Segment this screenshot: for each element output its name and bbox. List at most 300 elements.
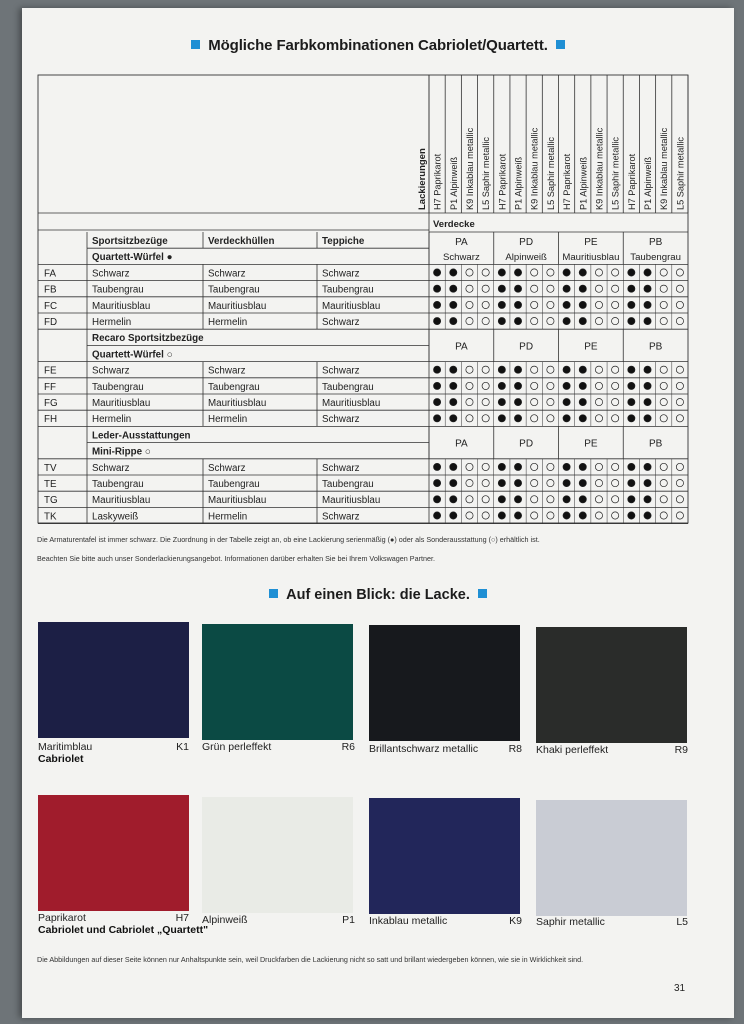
standard-dot: [498, 366, 505, 373]
paint-code: L5: [676, 916, 688, 928]
roof-cell: Mauritiusblau: [208, 495, 267, 507]
optional-circle: [547, 480, 554, 487]
standard-dot: [498, 512, 505, 519]
paints-section-title-text: Auf einen Blick: die Lacke.: [286, 587, 470, 603]
standard-dot: [628, 399, 635, 406]
verdeck-code: PD: [519, 237, 534, 248]
standard-dot: [644, 285, 651, 292]
verdeck-name: Mauritiusblau: [562, 252, 620, 264]
standard-dot: [579, 399, 586, 406]
paint-swatch: [202, 624, 353, 740]
standard-dot: [433, 480, 440, 487]
blue-square-icon: [269, 589, 278, 598]
standard-dot: [498, 318, 505, 325]
optional-circle: [595, 512, 602, 519]
verdeck-code: PA: [455, 341, 468, 353]
optional-circle: [660, 480, 667, 487]
paint-group-label: Cabriolet und Cabriolet „Quartett": [38, 924, 209, 936]
standard-dot: [514, 399, 521, 406]
verdeck-code: PB: [648, 341, 663, 353]
standard-dot: [628, 480, 635, 487]
seat-cell: Taubengrau: [92, 479, 144, 490]
standard-dot: [579, 512, 586, 519]
roof-cell: Schwarz: [208, 268, 246, 280]
seat-cell: Mauritiusblau: [92, 398, 151, 409]
standard-dot: [498, 496, 505, 503]
paint-swatch: [536, 627, 687, 743]
row-code: TK: [44, 511, 57, 523]
standard-dot: [514, 366, 521, 373]
optional-circle: [531, 269, 538, 276]
optional-circle: [612, 318, 619, 325]
brochure-page: [22, 8, 734, 1018]
optional-circle: [466, 382, 473, 389]
paint-name: Brillantschwarz metallic: [369, 743, 479, 755]
standard-dot: [563, 463, 570, 470]
standard-dot: [644, 269, 651, 276]
verdeck-code: PE: [584, 438, 598, 450]
standard-dot: [644, 399, 651, 406]
optional-circle: [612, 366, 619, 373]
optional-circle: [466, 496, 473, 503]
optional-circle: [482, 366, 489, 373]
section-subtitle: Mini-Rippe ○: [92, 446, 151, 458]
standard-dot: [628, 318, 635, 325]
roof-cell: Taubengrau: [208, 479, 260, 490]
optional-circle: [531, 285, 538, 292]
standard-dot: [450, 382, 457, 389]
standard-dot: [563, 366, 570, 373]
standard-dot: [644, 496, 651, 503]
table-note-2: Beachten Sie bitte auch unser Sonderlackierungsangebot. Informationen darüber erhalten Sie bei Ihrem Volkswagen Partner.: [37, 554, 435, 563]
carpet-cell: Schwarz: [322, 462, 360, 474]
optional-circle: [676, 366, 683, 373]
roof-cell: Hermelin: [208, 317, 248, 328]
optional-circle: [531, 415, 538, 422]
standard-dot: [579, 496, 586, 503]
paint-code: K1: [176, 741, 189, 753]
optional-circle: [676, 399, 683, 406]
paints-header-label: Lackierungen: [417, 148, 428, 210]
standard-dot: [450, 480, 457, 487]
optional-circle: [676, 285, 683, 292]
standard-dot: [628, 301, 635, 308]
standard-dot: [628, 463, 635, 470]
seat-cell: Mauritiusblau: [92, 495, 151, 507]
paint-code: P1: [342, 914, 355, 926]
standard-dot: [433, 366, 440, 373]
standard-dot: [498, 399, 505, 406]
standard-dot: [563, 318, 570, 325]
carpet-cell: Mauritiusblau: [322, 398, 381, 409]
row-code: FD: [44, 317, 58, 328]
seat-cell: Hermelin: [92, 317, 132, 328]
carpet-cell: Mauritiusblau: [322, 300, 381, 312]
verdeck-code: PA: [455, 438, 468, 450]
standard-dot: [514, 415, 521, 422]
optional-circle: [660, 463, 667, 470]
optional-circle: [547, 496, 554, 503]
optional-circle: [612, 301, 619, 308]
standard-dot: [450, 496, 457, 503]
optional-circle: [531, 463, 538, 470]
carpet-cell: Schwarz: [322, 268, 360, 280]
optional-circle: [676, 512, 683, 519]
row-code: FG: [44, 398, 58, 409]
optional-circle: [595, 480, 602, 487]
standard-dot: [579, 285, 586, 292]
standard-dot: [628, 512, 635, 519]
optional-circle: [482, 399, 489, 406]
standard-dot: [450, 512, 457, 519]
optional-circle: [547, 399, 554, 406]
optional-circle: [660, 496, 667, 503]
optional-circle: [676, 463, 683, 470]
paint-code: H7: [175, 912, 189, 924]
standard-dot: [450, 415, 457, 422]
optional-circle: [595, 415, 602, 422]
optional-circle: [531, 512, 538, 519]
paint-name: Paprikarot: [38, 912, 86, 924]
section-title: Leder-Ausstattungen: [92, 430, 191, 442]
optional-circle: [482, 415, 489, 422]
standard-dot: [514, 382, 521, 389]
roof-cell: Schwarz: [208, 462, 246, 474]
standard-dot: [628, 496, 635, 503]
optional-circle: [660, 399, 667, 406]
optional-circle: [660, 301, 667, 308]
standard-dot: [563, 382, 570, 389]
optional-circle: [676, 415, 683, 422]
standard-dot: [628, 415, 635, 422]
standard-dot: [450, 285, 457, 292]
optional-circle: [482, 285, 489, 292]
roof-cell: Schwarz: [208, 365, 246, 377]
optional-circle: [612, 269, 619, 276]
standard-dot: [450, 301, 457, 308]
seat-cell: Mauritiusblau: [92, 300, 151, 312]
paint-name: Alpinweiß: [202, 914, 248, 926]
optional-circle: [612, 382, 619, 389]
standard-dot: [433, 301, 440, 308]
standard-dot: [563, 415, 570, 422]
standard-dot: [579, 382, 586, 389]
optional-circle: [482, 496, 489, 503]
standard-dot: [498, 463, 505, 470]
standard-dot: [644, 382, 651, 389]
verdeck-code: PD: [519, 341, 534, 353]
paints-footnote: Die Abbildungen auf dieser Seite können nur Anhaltspunkte sein, weil Druckfarben die Lackierung nicht so satt und brillant wiedergeben können, wie sie in Wirklichkeit sind.: [37, 955, 584, 964]
paint-swatch: [38, 622, 189, 738]
standard-dot: [579, 366, 586, 373]
blue-square-icon: [478, 589, 487, 598]
optional-circle: [531, 301, 538, 308]
optional-circle: [531, 382, 538, 389]
paint-column-label: P1 Alpinweiß: [578, 156, 589, 210]
standard-dot: [579, 301, 586, 308]
carpet-cell: Schwarz: [322, 317, 360, 328]
paint-swatch: [369, 798, 520, 914]
section-title: Recaro Sportsitzbezüge: [92, 333, 204, 345]
standard-dot: [514, 318, 521, 325]
paints-section-title: [22, 587, 734, 603]
standard-dot: [563, 480, 570, 487]
standard-dot: [644, 318, 651, 325]
optional-circle: [482, 382, 489, 389]
optional-circle: [660, 285, 667, 292]
optional-circle: [482, 318, 489, 325]
paint-name: Grün perleffekt: [202, 741, 272, 753]
standard-dot: [644, 301, 651, 308]
carpet-cell: Schwarz: [322, 365, 360, 377]
standard-dot: [433, 415, 440, 422]
standard-dot: [433, 463, 440, 470]
seat-cell: Schwarz: [92, 268, 130, 280]
paint-column-label: K9 Inkablau metallic: [594, 127, 605, 210]
optional-circle: [595, 318, 602, 325]
optional-circle: [466, 399, 473, 406]
standard-dot: [498, 382, 505, 389]
page-number: 31: [674, 983, 686, 994]
optional-circle: [466, 318, 473, 325]
optional-circle: [676, 301, 683, 308]
section-subtitle: Quartett-Würfel ○: [92, 349, 173, 361]
paint-column-label: H7 Paprikarot: [626, 153, 637, 210]
row-code: FB: [44, 284, 57, 296]
standard-dot: [450, 399, 457, 406]
optional-circle: [595, 399, 602, 406]
paint-code: K9: [509, 915, 522, 927]
standard-dot: [579, 480, 586, 487]
standard-dot: [433, 318, 440, 325]
optional-circle: [466, 301, 473, 308]
standard-dot: [644, 463, 651, 470]
paint-column-label: L5 Saphir metallic: [610, 136, 621, 210]
roof-cell: Mauritiusblau: [208, 300, 267, 312]
standard-dot: [514, 269, 521, 276]
standard-dot: [579, 318, 586, 325]
standard-dot: [628, 269, 635, 276]
verdeck-name: Alpinweiß: [505, 252, 547, 264]
paint-name: Khaki perleffekt: [536, 744, 609, 756]
standard-dot: [644, 512, 651, 519]
optional-circle: [466, 366, 473, 373]
optional-circle: [612, 512, 619, 519]
row-code: FF: [44, 381, 56, 393]
paint-column-label: K9 Inkablau metallic: [659, 127, 670, 210]
standard-dot: [514, 463, 521, 470]
optional-circle: [612, 496, 619, 503]
paint-swatch: [202, 797, 353, 913]
paint-group-label: Cabriolet: [38, 753, 84, 765]
carpet-cell: Taubengrau: [322, 479, 374, 490]
optional-circle: [612, 463, 619, 470]
optional-circle: [676, 382, 683, 389]
standard-dot: [498, 301, 505, 308]
optional-circle: [547, 285, 554, 292]
optional-circle: [482, 269, 489, 276]
paint-column-label: K9 Inkablau metallic: [464, 127, 475, 210]
column-header: Teppiche: [322, 236, 365, 247]
optional-circle: [595, 301, 602, 308]
standard-dot: [514, 480, 521, 487]
verdeck-name: Taubengrau: [630, 252, 681, 264]
seat-cell: Taubengrau: [92, 284, 144, 296]
color-combination-table: [22, 8, 734, 548]
paint-column-label: K9 Inkablau metallic: [529, 127, 540, 210]
seat-cell: Schwarz: [92, 462, 130, 474]
optional-circle: [612, 399, 619, 406]
verdeck-code: PD: [519, 438, 534, 450]
standard-dot: [433, 399, 440, 406]
standard-dot: [628, 285, 635, 292]
standard-dot: [644, 480, 651, 487]
verdeck-code: PE: [584, 341, 598, 353]
standard-dot: [498, 285, 505, 292]
roof-cell: Taubengrau: [208, 284, 260, 296]
standard-dot: [579, 463, 586, 470]
optional-circle: [547, 382, 554, 389]
optional-circle: [547, 415, 554, 422]
optional-circle: [482, 463, 489, 470]
paint-swatch: [369, 625, 520, 741]
standard-dot: [433, 512, 440, 519]
verdeck-code: PB: [648, 237, 663, 248]
standard-dot: [628, 382, 635, 389]
optional-circle: [482, 301, 489, 308]
optional-circle: [466, 415, 473, 422]
standard-dot: [563, 512, 570, 519]
standard-dot: [450, 366, 457, 373]
verdeck-code: PE: [584, 237, 598, 248]
row-code: FA: [44, 268, 56, 280]
paint-swatch: [38, 795, 189, 911]
optional-circle: [531, 366, 538, 373]
standard-dot: [433, 285, 440, 292]
optional-circle: [595, 285, 602, 292]
carpet-cell: Taubengrau: [322, 381, 374, 393]
optional-circle: [547, 366, 554, 373]
column-header: Verdeckhüllen: [208, 236, 275, 247]
standard-dot: [450, 269, 457, 276]
optional-circle: [660, 366, 667, 373]
optional-circle: [547, 269, 554, 276]
standard-dot: [644, 415, 651, 422]
optional-circle: [660, 318, 667, 325]
optional-circle: [466, 512, 473, 519]
row-code: FH: [44, 414, 58, 426]
paint-column-label: H7 Paprikarot: [562, 153, 573, 210]
paint-code: R8: [508, 743, 522, 755]
verdecke-label: Verdecke: [433, 219, 475, 230]
paint-swatch: [536, 800, 687, 916]
optional-circle: [660, 512, 667, 519]
paint-column-label: H7 Paprikarot: [432, 153, 443, 210]
standard-dot: [563, 285, 570, 292]
row-code: TE: [44, 479, 57, 490]
verdeck-name: Schwarz: [442, 252, 480, 264]
optional-circle: [595, 269, 602, 276]
optional-circle: [466, 285, 473, 292]
optional-circle: [660, 382, 667, 389]
standard-dot: [644, 366, 651, 373]
optional-circle: [660, 415, 667, 422]
optional-circle: [547, 463, 554, 470]
carpet-cell: Schwarz: [322, 414, 360, 426]
roof-cell: Hermelin: [208, 511, 248, 523]
optional-circle: [482, 480, 489, 487]
roof-cell: Taubengrau: [208, 381, 260, 393]
optional-circle: [595, 366, 602, 373]
standard-dot: [433, 496, 440, 503]
optional-circle: [531, 399, 538, 406]
paint-column-label: P1 Alpinweiß: [513, 156, 524, 210]
optional-circle: [531, 318, 538, 325]
column-header: Sportsitzbezüge: [92, 236, 168, 247]
section-subtitle: Quartett-Würfel ●: [92, 252, 173, 264]
standard-dot: [450, 463, 457, 470]
standard-dot: [514, 301, 521, 308]
optional-circle: [531, 480, 538, 487]
standard-dot: [514, 512, 521, 519]
seat-cell: Hermelin: [92, 414, 132, 426]
standard-dot: [514, 496, 521, 503]
verdeck-code: PB: [648, 438, 663, 450]
standard-dot: [628, 366, 635, 373]
standard-dot: [563, 496, 570, 503]
table-note-1: Die Armaturentafel ist immer schwarz. Die Zuordnung in der Tabelle zeigt an, ob eine Lackierung serienmäßig (●) oder als Sonderausstattung (○) erhältlich ist.: [37, 535, 540, 544]
optional-circle: [482, 512, 489, 519]
paint-column-label: P1 Alpinweiß: [643, 156, 654, 210]
optional-circle: [466, 463, 473, 470]
verdeck-code: PA: [455, 237, 468, 248]
row-code: TV: [44, 462, 57, 474]
optional-circle: [676, 496, 683, 503]
optional-circle: [547, 318, 554, 325]
standard-dot: [514, 285, 521, 292]
seat-cell: Schwarz: [92, 365, 130, 377]
seat-cell: Laskyweiß: [92, 511, 139, 523]
standard-dot: [563, 269, 570, 276]
standard-dot: [450, 318, 457, 325]
roof-cell: Mauritiusblau: [208, 398, 267, 409]
paint-column-label: P1 Alpinweiß: [448, 156, 459, 210]
optional-circle: [676, 269, 683, 276]
carpet-cell: Mauritiusblau: [322, 495, 381, 507]
standard-dot: [563, 399, 570, 406]
standard-dot: [579, 415, 586, 422]
optional-circle: [660, 269, 667, 276]
optional-circle: [595, 463, 602, 470]
optional-circle: [612, 480, 619, 487]
optional-circle: [612, 285, 619, 292]
standard-dot: [579, 269, 586, 276]
paint-code: R6: [341, 741, 355, 753]
standard-dot: [563, 301, 570, 308]
optional-circle: [595, 382, 602, 389]
optional-circle: [547, 301, 554, 308]
row-code: FE: [44, 365, 57, 377]
carpet-cell: Schwarz: [322, 511, 360, 523]
optional-circle: [466, 480, 473, 487]
paint-column-label: L5 Saphir metallic: [545, 136, 556, 210]
standard-dot: [498, 269, 505, 276]
row-code: TG: [44, 495, 58, 507]
paint-name: Inkablau metallic: [369, 915, 448, 927]
row-code: FC: [44, 300, 58, 312]
page-title-text: Mögliche Farbkombinationen Cabriolet/Quartett.: [208, 37, 548, 54]
optional-circle: [612, 415, 619, 422]
